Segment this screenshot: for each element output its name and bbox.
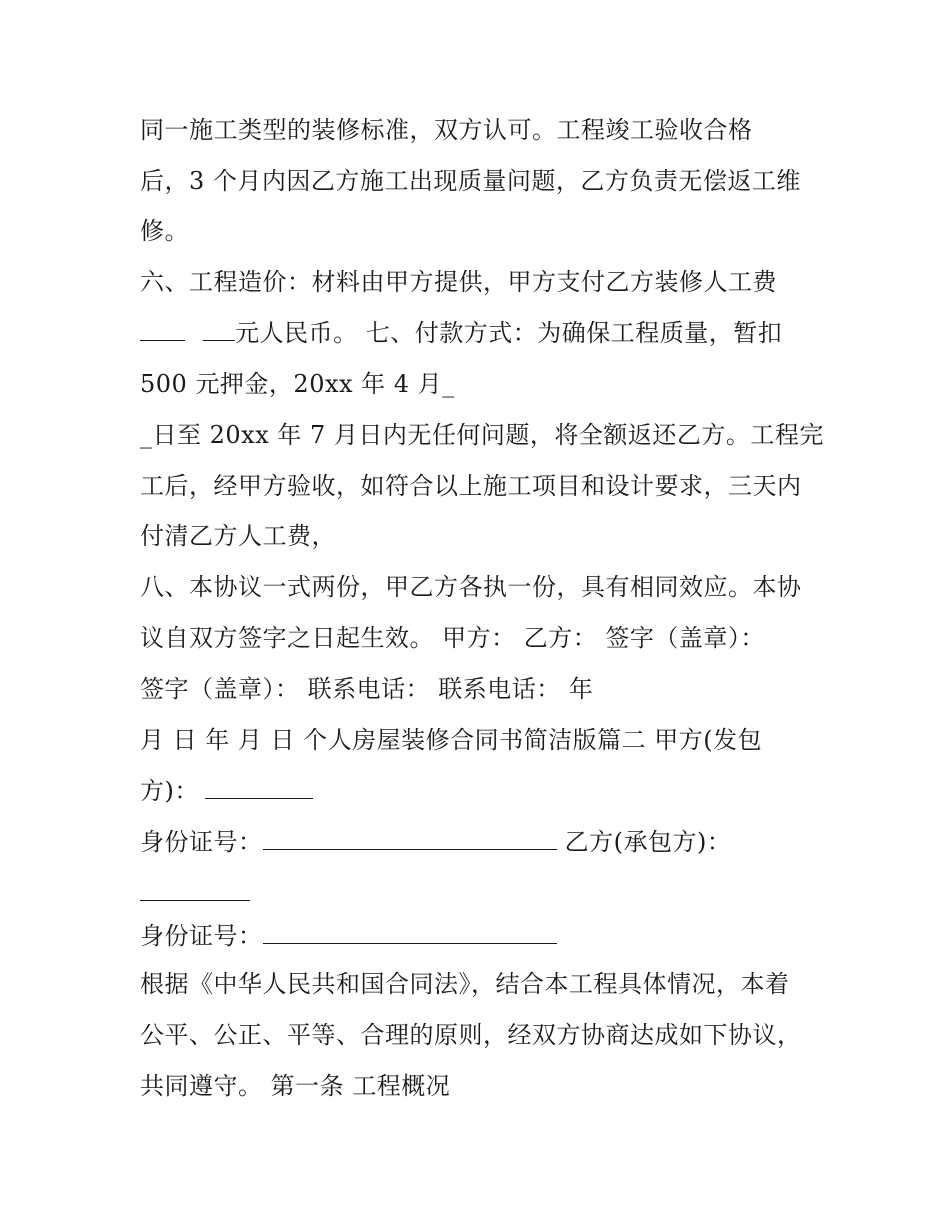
fill-in-blank-amount-1 [140, 318, 185, 341]
text-line-12 [140, 673, 593, 705]
fill-in-blank-party-a [205, 776, 313, 799]
text-line-2 [140, 165, 801, 197]
text-line-19 [140, 1019, 802, 1051]
text-line-10 [140, 571, 802, 603]
text-line-5 [140, 317, 782, 349]
text-line-3 [140, 215, 189, 247]
text-line-15-party-b: 乙方(承包方)： [564, 828, 732, 856]
text-line-9-content: 付清乙方人工费， [140, 522, 336, 550]
text-line-4 [140, 266, 777, 298]
text-line-18 [140, 968, 790, 1000]
fill-in-blank-party-b [140, 878, 250, 901]
text-line-8-content: 工后，经甲方验收，如符合以上施工项目和设计要求，三天内 [140, 472, 802, 500]
text-line-4-content: 六、工程造价：材料由甲方提供，甲方支付乙方装修人工费 [140, 268, 777, 296]
text-line-15-content: 身份证号： [140, 828, 263, 856]
text-line-5-content: 元人民币。 七、付款方式：为确保工程质量，暂扣 [235, 319, 783, 347]
text-line-20 [140, 1070, 450, 1102]
text-line-17-content: 身份证号： [140, 922, 263, 950]
text-line-1 [140, 114, 753, 146]
text-line-16 [140, 877, 250, 909]
text-line-11-content: 议自双方签字之日起生效。 甲方： 乙方： 签字（盖章）： [140, 624, 765, 652]
text-line-13-content: 月 日 年 月 日 个人房屋装修合同书简洁版篇二 甲方(发包 [140, 726, 763, 754]
text-line-7 [140, 419, 824, 451]
text-line-6-content: 500 元押金，20xx 年 4 月_ [140, 370, 455, 398]
text-line-17 [140, 920, 557, 952]
text-line-2-content: 后，3 个月内因乙方施工出现质量问题，乙方负责无偿返工维 [140, 167, 801, 195]
text-line-12-content: 签字（盖章）： 联系电话： 联系电话： 年 [140, 675, 594, 703]
text-line-14-content: 方)： [140, 777, 199, 805]
text-line-14 [140, 775, 313, 807]
fill-in-blank-id-number-b [263, 921, 557, 944]
text-line-9 [140, 520, 336, 552]
text-line-20-content: 共同遵守。 第一条 工程概况 [140, 1072, 451, 1100]
text-line-18-content: 根据《中华人民共和国合同法》，结合本工程具体情况，本着 [140, 970, 790, 998]
text-line-13 [140, 724, 762, 756]
text-line-11 [140, 622, 765, 654]
fill-in-blank-id-number-a [263, 827, 557, 850]
text-line-15 [140, 826, 731, 858]
text-line-7-content: _日至 20xx 年 7 月日内无任何问题，将全额返还乙方。工程完 [140, 421, 824, 449]
text-line-1-content: 同一施工类型的装修标准，双方认可。工程竣工验收合格 [140, 116, 753, 144]
fill-in-blank-amount-2 [203, 318, 235, 341]
text-line-19-content: 公平、公正、平等、合理的原则，经双方协商达成如下协议， [140, 1021, 802, 1049]
text-line-10-content: 八、本协议一式两份，甲乙方各执一份，具有相同效应。本协 [140, 573, 802, 601]
text-line-8 [140, 470, 802, 502]
text-line-6 [140, 368, 455, 400]
text-line-3-content: 修。 [140, 217, 189, 245]
